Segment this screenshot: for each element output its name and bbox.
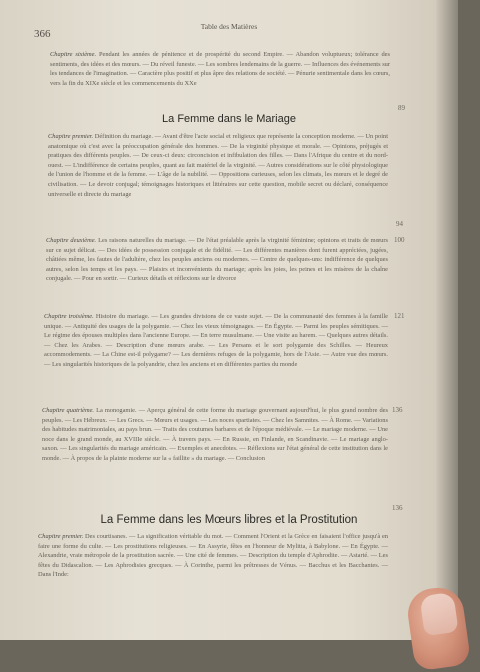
chapter-summary: Les raisons naturelles du mariage. — De l'état préalable après la virginité féminine; opinions et traits de mœurs sur ce sujet délicat. — Des idées de possession conjugale et de fidélité. — Les différentes manières dont furent appréciées, jugées, châtiées même, les fautes de l'adultère, chez les peuples anciens ou modernes. — Contre de quelques-uns: indifférence de quelques autres, selon les temps et les pays. — Plaisirs et inconvénients du mariage; après les joies, les peines et les misères de la chaîne conjugale. — Pour en sortir. — Curieux détails et réflexions sur le divorce (46, 237, 388, 283)
page-edge-shadow (436, 0, 458, 640)
chapter-summary: Des courtisanes. — La signification véritable du mot. — Comment l'Orient et la Grèce en faisaient l'office jusqu'à en faire une forme du culte. — Les prostitutions religieuses. — En Assyrie, fêtes en l'honneur de Mylitta, à Babylone. — En Égypte. — Alexandrie, vraie métropole de la prostitution sacrée. — Une cité de femmes. — Description du temple d'Aphrodite. — Astarté. — Les fêtes du Didascalion. — Les Aphrodisies grecques. — À Corinthe, parmi les prêtresses de Vénus. — Bacchus et les Bacchantes. — Dans l'Inde: (38, 533, 389, 579)
chapter-heading: Chapitre deuxième. (46, 237, 97, 244)
page-ref-end: 136 (392, 504, 403, 512)
chapter-heading: Chapitre quatrième. (42, 407, 95, 414)
toc-entry-mariage-1 (48, 132, 388, 199)
chapter-summary: La monogamie. — Aperçu général de cette forme du mariage gouvernant aujourd'hui, le plus grand nombre des peuples. — Les Hébreux. — Les Grecs. — Mœurs et usages. — Les noces spartiates. — Chez les Samnites. — À Rome. — Variations des habitudes matrimoniales, au pays brun. — Traits des coutumes barbares et de l'époque médiévale. — Le mariage moderne. — Une noce dans le grand monde, au XVIIIe siècle. — À travers pays. — En Russie, en Finlande, en Scandinavie. — Le mariage anglo-saxon. — Les singularités du mariage américain. — Exemples et anecdotes. — Réflexions sur l'état général de cette institution dans le monde. — À propos de la plainte moderne sur la « faillite » du mariage. — Conclusion (42, 407, 388, 462)
section-title-moeurs-libres: La Femme dans les Mœurs libres et la Prostitution (100, 514, 358, 526)
chapter-heading: Chapitre premier. (38, 533, 84, 540)
toc-entry-sixieme (50, 50, 390, 88)
chapter-heading: Chapitre sixième. (50, 51, 97, 58)
page-ref: 100 (394, 236, 405, 244)
toc-entry-mariage-2 (46, 236, 388, 284)
chapter-summary: Définition du mariage. — Avant d'être l'acte social et religieux que représente la conception moderne. — Un point anatomique où c'est avec la préoccupation générale des hommes. — De la virginité physique et morale. — Opinions, préjugés et pratiques des différents peuples. — De ceux-ci deux: circoncision et infibulation des filles. — Dans l'Afrique du centre et du nord-ouest. — L'indifférence de certains peuples, quant au fait matériel de la virginité. — Autres considérations sur le côté physiologique de l'union de l'homme et de la femme. — L'âge de la nubilité. — Oppositions curieuses, selon les climats, les mœurs et le degré de civilisation. — Le devoir conjugal; témoignages historiques et littéraires sur cette question, mobile secret ou déclaré, conséquence universelle et directe du mariage (48, 133, 389, 198)
page-ref: 89 (398, 104, 405, 112)
toc-entry-moeurs-1 (38, 532, 388, 580)
page-number: 366 (34, 28, 51, 40)
page-ref: 136 (392, 406, 403, 414)
chapter-heading: Chapitre troisième. (44, 313, 94, 320)
page-ref: 121 (394, 312, 405, 320)
page-ref: 94 (396, 220, 403, 228)
chapter-heading: Chapitre premier. (48, 133, 94, 140)
page-header (0, 22, 458, 38)
toc-entry-mariage-3 (44, 312, 388, 370)
chapter-summary: Pendant les années de pénitence et de prospérité du second Empire. — Abandon voluptueux; tolérance des sentiments, des idées et des mœurs. — Du réveil funeste. — Les sombres lendemains de la guerre. — Influences des événements sur les tendances de l'imagination. — Caractère plus positif et plus âpre des relations de société. — Pénurie sentimentale dans les cœurs, vers la fin du XIXe siècle et les commencements du XXe (50, 51, 390, 87)
chapter-summary: Histoire du mariage. — Les grandes divisions de ce vaste sujet. — De la communauté des femmes à la famille unique. — Antiquité des usages de la polygamie. — Chez les vieux témoignages. — En Égypte. — Parmi les peuples sémitiques. — Le régime des épouses multiples dans l'ancienne Europe. — En terre musulmane. — Une visite au harem. — Quelques autres détails. — Chez les Arabes. — Description d'une mœurs arabe. — Les Persans et le sort polygamie des Schilles. — Heureux accommodements. — La Chine est-il polygame? — Les dernières refuges de la polygamie, hors de l'Asie. — Autre vue des mœurs. — Les singularités historiques de la polyandrie, chez les anciens et en différentes parties du monde (44, 313, 388, 368)
running-title: Table des Matières (200, 22, 258, 31)
toc-entry-mariage-4 (42, 406, 388, 464)
section-title-mariage: La Femme dans le Mariage (162, 113, 296, 125)
